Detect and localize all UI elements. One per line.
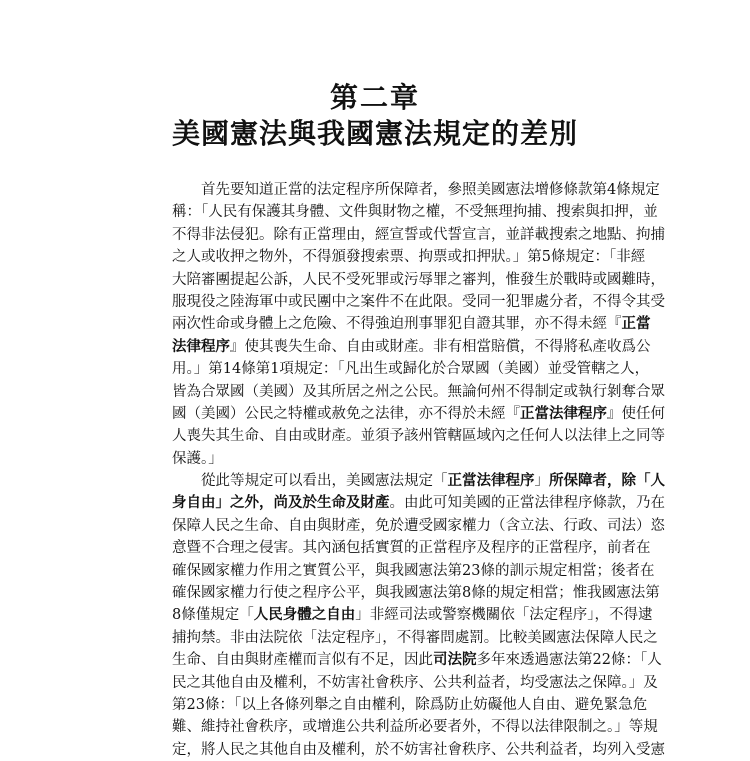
text-line xyxy=(172,313,651,335)
text-line xyxy=(172,470,665,492)
emphasized-text: 司法院 xyxy=(433,651,477,669)
text-line xyxy=(172,492,665,514)
text-run: 難、維持社會秩序，或增進公共利益所必要者外，不得以法律限制之。」等規 xyxy=(172,719,658,736)
emphasized-text: 法律程序 xyxy=(172,337,230,355)
text-run: 確保國家權力行使之程序公平，與我國憲法第8條的規定相當；惟我國憲法第 xyxy=(172,585,660,602)
text-run: 國（美國）公民之特權或赦免之法律，亦不得於未經『 xyxy=(172,405,520,422)
emphasized-text: 正當法律程序 xyxy=(447,472,535,490)
text-line xyxy=(172,672,658,694)
text-line xyxy=(172,515,665,537)
text-run: 8條僅規定「 xyxy=(172,607,254,624)
text-line xyxy=(172,604,653,626)
text-line xyxy=(172,739,665,761)
text-run: 』使其喪失生命、自由或財產。非有相當賠償，不得將私產收爲公 xyxy=(230,338,651,355)
text-line xyxy=(172,694,648,716)
text-run: 用。」第14條第1項規定：「凡出生或歸化於合眾國（美國）並受管轄之人， xyxy=(172,361,650,378)
text-run: 」 xyxy=(534,473,549,490)
text-run: 第23條：「以上各條列舉之自由權利，除爲防止妨礙他人自由、避免緊急危 xyxy=(172,696,648,713)
text-run: 大陪審團提起公訴，人民不受死罪或污辱罪之審判，惟發生於戰時或國難時， xyxy=(172,271,665,288)
text-run: 」非經司法或警察機關依「法定程序」，不得逮 xyxy=(355,607,653,624)
emphasized-text: 身自由」之外，尚及於生命及財產 xyxy=(172,494,390,512)
text-run: 定，將人民之其他自由及權利，於不妨害社會秩序、公共利益者，均列入受憲 xyxy=(172,741,665,758)
emphasized-text: 所保障者，除「人 xyxy=(549,472,665,490)
text-run: 保護。」 xyxy=(172,450,223,467)
text-line xyxy=(172,381,665,403)
text-run: 意暨不合理之侵害。其內涵包括實質的正當程序及程序的正當程序，前者在 xyxy=(172,540,651,557)
text-run: 生命、自由與財產權而言似有不足，因此 xyxy=(172,652,433,669)
text-line xyxy=(172,403,665,425)
text-run: 保障人民之生命、自由與財產，免於遭受國家權力（含立法、行政、司法）恣 xyxy=(172,517,665,534)
chapter-title: 美國憲法與我國憲法規定的差別 xyxy=(171,117,578,150)
text-run: 』使任何 xyxy=(607,405,665,422)
text-run: 多年來透過憲法第22條：「人 xyxy=(476,652,662,669)
text-line xyxy=(172,246,646,268)
text-line xyxy=(172,425,665,447)
text-line xyxy=(172,537,651,559)
text-run: 不得非法侵犯。除有正當理由，經宣誓或代誓宣言，並詳載搜索之地點、拘捕 xyxy=(172,226,665,243)
text-line xyxy=(172,291,665,313)
text-line xyxy=(172,358,650,380)
text-run: 稱：「人民有保護其身體、文件與財物之權，不受無理拘捕、搜索與扣押，並 xyxy=(172,204,658,221)
paragraph xyxy=(172,470,665,761)
text-run: 首先要知道正當的法定程序所保障者，參照美國憲法增修條款第4條規定 xyxy=(201,182,660,198)
text-run: 從此等規定可以看出，美國憲法規定「 xyxy=(201,473,448,490)
text-line xyxy=(172,716,658,738)
text-line xyxy=(172,201,658,223)
emphasized-text: 人民身體之自由 xyxy=(253,606,356,624)
text-run: 之人或收押之物外，不得頒發搜索票、拘票或扣押狀。」第5條規定：「非經 xyxy=(172,249,646,266)
text-line xyxy=(172,649,662,671)
text-run: 皆為合眾國（美國）及其所居之州之公民。無論何州不得制定或執行剝奪合眾 xyxy=(172,383,665,400)
text-line xyxy=(172,179,660,201)
paragraph xyxy=(172,179,665,470)
text-run: 兩次性命或身體上之危險、不得強迫刑事罪犯自證其罪，亦不得未經『 xyxy=(172,316,622,333)
text-line xyxy=(172,448,610,470)
text-line xyxy=(172,582,660,604)
text-run: 人喪失其生命、自由或財產。並須予該州管轄區域內之任何人以法律上之同等 xyxy=(172,428,665,445)
text-run: 確保國家權力作用之實質公平，與我國憲法第23條的訓示規定相當；後者在 xyxy=(172,562,655,579)
emphasized-text: 正當法律程序 xyxy=(520,404,607,422)
body-text xyxy=(172,179,665,761)
text-run: 服現役之陸海軍中或民團中之案件不在此限。受同一犯罪處分者，不得令其受 xyxy=(172,293,665,310)
text-line xyxy=(172,627,658,649)
text-run: 。由此可知美國的正當法律程序條款，乃在 xyxy=(389,495,665,512)
text-run: 民之其他自由及權利，不妨害社會秩序、公共利益者，均受憲法之保障。」及 xyxy=(172,674,658,691)
text-line xyxy=(172,224,665,246)
text-line xyxy=(172,560,655,582)
text-line xyxy=(172,269,665,291)
emphasized-text: 正當 xyxy=(621,315,651,333)
chapter-heading: 第二章 xyxy=(329,81,420,114)
text-line xyxy=(172,336,651,358)
text-run: 捕拘禁。非由法院依「法定程序」，不得審問處罰。比較美國憲法保障人民之 xyxy=(172,629,658,646)
